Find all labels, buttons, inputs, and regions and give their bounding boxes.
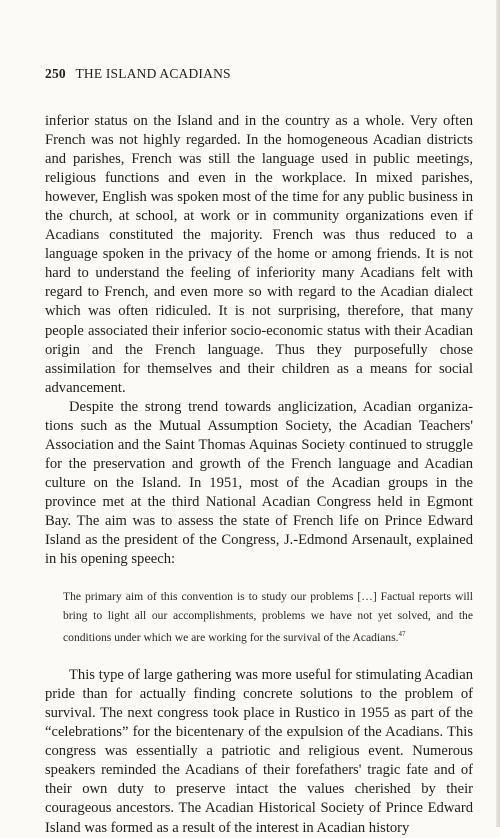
page-edge bbox=[496, 0, 500, 827]
paragraph: This type of large gathering was more useful for stimulating Acadian pride than for actually finding concrete solutions to the problem of survival. The next congress took place in Rustico in 1955 as part of the “celebrations” for the bicentenary of the expulsion of the Acadians. This congress was essentially a patriotic and religious event. Numerous speakers reminded the Acadians of their forefathers' tragic fate and of their own duty to preserve intact the values cherished by their courageous ancestors. The Acadian Historical Society of Prince Edward Island was formed as a result of the interest in Acadian history bbox=[45, 667, 473, 836]
page-number: 250 bbox=[45, 66, 66, 81]
paragraph: inferior status on the Island and in the country as a whole. Very often French was not highly regarded. In the homogeneous Acadian districts and parishes, French was still the language used in public meetings, religious functions and even in the workplace. In mixed parishes, however, English was spoken most of the time for any public business in the church, at school, at work or in community organizations even if Acadians constituted the majority. French was thus reduced to a language spoken in the privacy of the home or among friends. It is not hard to understand the feeling of inferiority many Acadians felt with regard to French, and even more so with regard to the Acadian dialect which was often ridiculed. It is not surprising, therefore, that many people associated their inferior socio-economic status with their Acadian origin and the French language. Thus they purposefully chose assimilation for themselves and their children as a means for social advancement. bbox=[45, 113, 473, 396]
running-title: THE ISLAND ACADIANS bbox=[75, 66, 231, 81]
block-quote bbox=[63, 587, 473, 647]
footnote-reference: 47 bbox=[398, 630, 406, 639]
quote-text: The primary aim of this convention is to study our problems […] Factual reports will bring to light all our accomplishments, problems we have not yet solved, and the conditions under which we are working for the survival of the Acadians. bbox=[63, 590, 473, 645]
paragraph: Despite the strong trend towards anglicization, Acadian organizations such as the Mutual Assumption Society, the Acadian Teachers' Association and the Saint Thomas Aquinas Society continued to struggle for the preservation and growth of the French language and Acadian culture on the Island. In 1951, most of the Acadian groups in the province met at the third National Acadian Congress held in Egmont Bay. The aim was to assess the state of French life on Prince Edward Island as the president of the Congress, J.-Edmond Arsenault, explained in his opening speech: bbox=[45, 398, 473, 568]
page-body bbox=[45, 112, 473, 838]
running-head bbox=[45, 66, 231, 82]
